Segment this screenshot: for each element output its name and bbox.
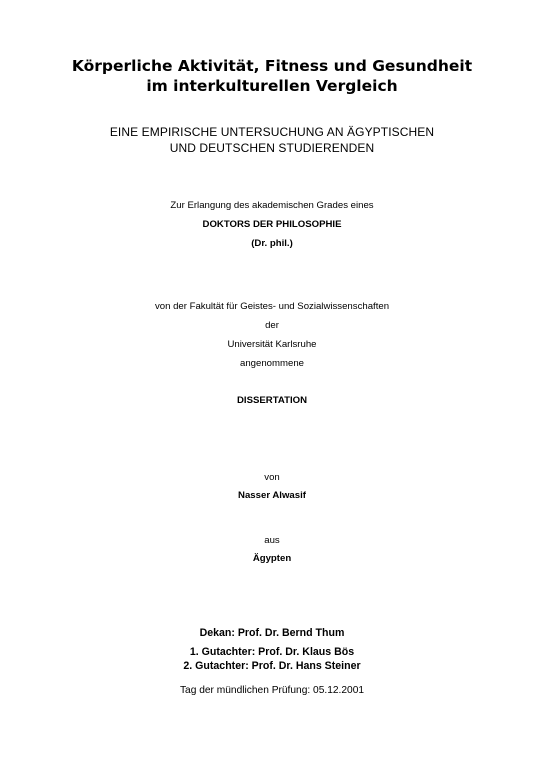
- faculty-line-4: angenommene: [239, 358, 304, 369]
- thesis-title-line-1: Körperliche Aktivität, Fitness und Gesundheit: [71, 57, 473, 75]
- degree-intro: Zur Erlangung des akademischen Grades eines: [170, 200, 374, 211]
- university-name: Universität Karlsruhe: [227, 339, 317, 350]
- document-type: DISSERTATION: [237, 395, 307, 406]
- degree-abbreviation: (Dr. phil.): [251, 238, 293, 249]
- oral-exam-date: Tag der mündlichen Prüfung: 05.12.2001: [179, 685, 365, 696]
- dean: Dekan: Prof. Dr. Bernd Thum: [199, 627, 345, 639]
- author-prefix: von: [264, 472, 280, 483]
- thesis-subtitle-line-1: EINE EMPIRISCHE UNTERSUCHUNG AN ÄGYPTISCHEN: [109, 125, 435, 139]
- faculty-line-1: von der Fakultät für Geistes- und Sozialwissenschaften: [154, 301, 390, 312]
- faculty-line-2: der: [265, 320, 279, 331]
- reviewer-2: 2. Gutachter: Prof. Dr. Hans Steiner: [183, 660, 361, 672]
- degree-name: DOKTORS DER PHILOSOPHIE: [202, 219, 342, 230]
- origin-prefix: aus: [264, 535, 280, 546]
- author-name: Nasser Alwasif: [238, 490, 306, 501]
- reviewer-1: 1. Gutachter: Prof. Dr. Klaus Bös: [189, 646, 355, 658]
- origin-country: Ägypten: [252, 553, 292, 564]
- thesis-subtitle-line-2: UND DEUTSCHEN STUDIERENDEN: [169, 141, 375, 155]
- thesis-title-line-2: im interkulturellen Vergleich: [146, 77, 398, 95]
